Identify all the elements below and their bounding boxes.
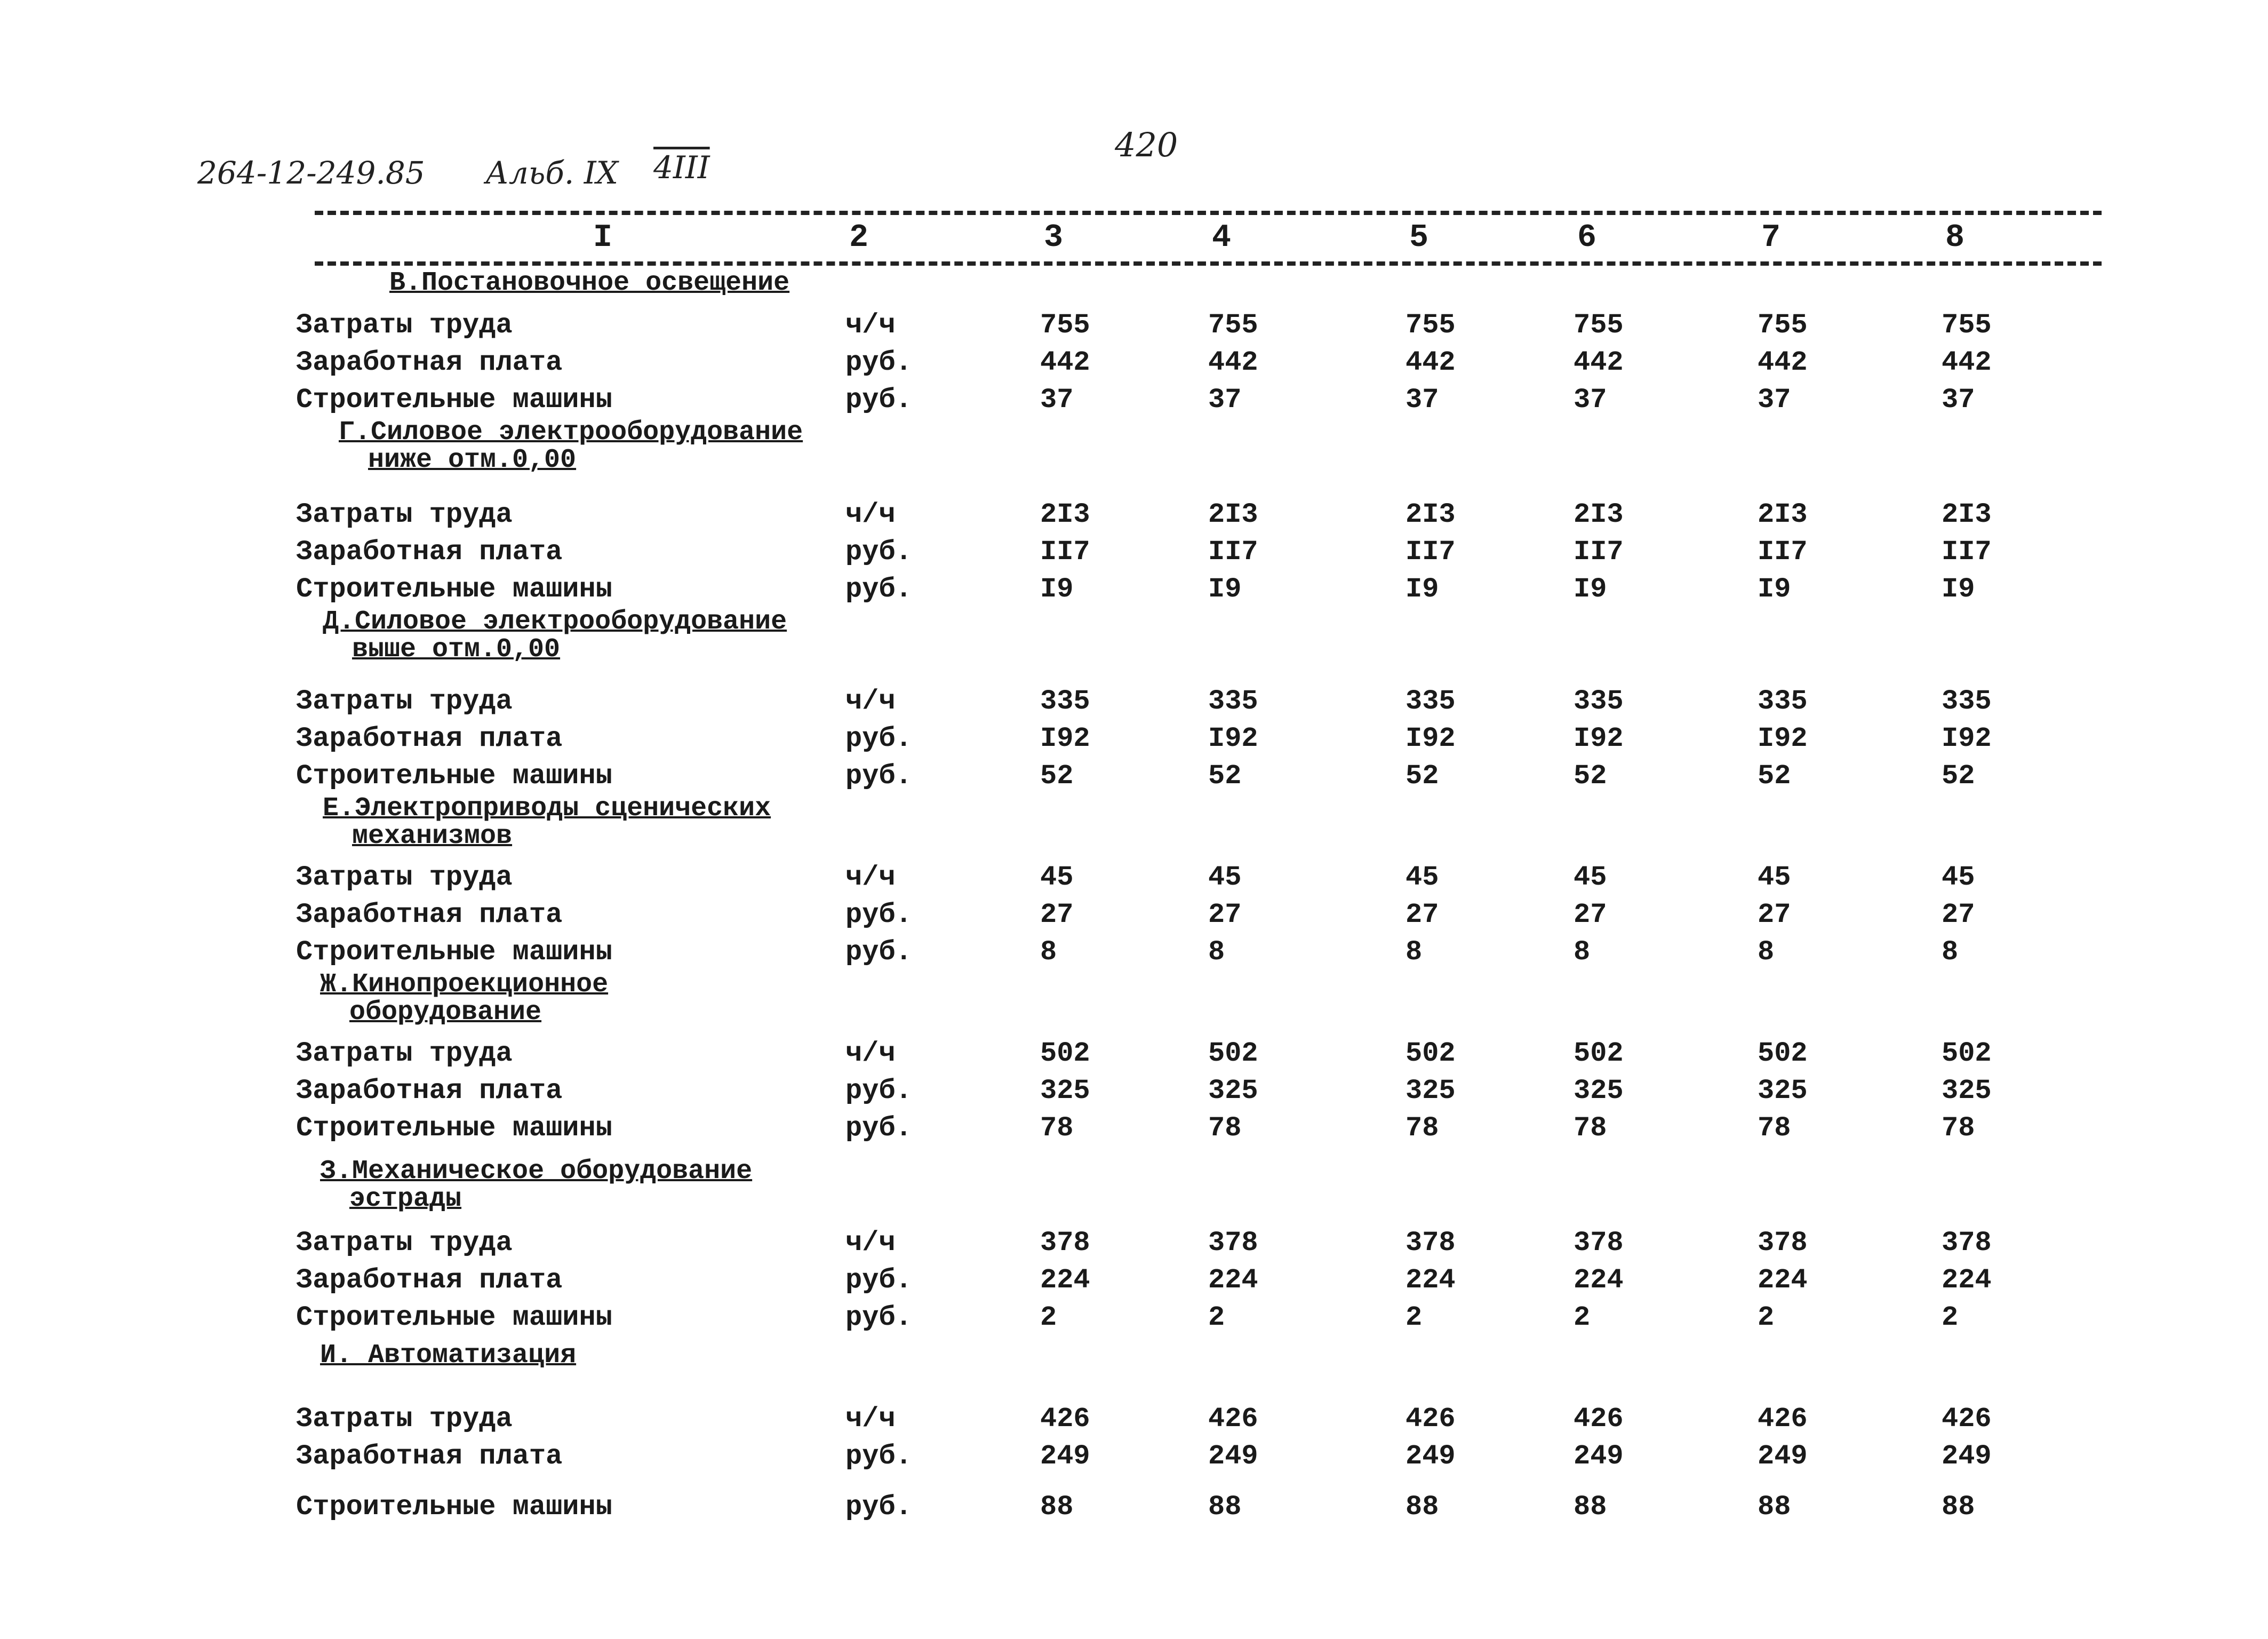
value-cell-col-4: 2I3 (1208, 499, 1258, 530)
column-header-8: 8 (1945, 220, 1964, 256)
value-cell-col-8: 755 (1942, 309, 1992, 341)
table-row (0, 1441, 2268, 1475)
value-cell-col-8: I9 (1942, 574, 1975, 605)
row-label: Строительные машины (296, 384, 612, 416)
column-header-6: 6 (1577, 220, 1596, 256)
column-header-5: 5 (1409, 220, 1428, 256)
document-code: 264-12-249.85 (197, 155, 425, 191)
value-cell-col-5: 52 (1405, 760, 1439, 792)
value-cell-col-3: I9 (1040, 574, 1074, 605)
value-cell-col-4: 502 (1208, 1038, 1258, 1069)
value-cell-col-6: I9 (1574, 574, 1607, 605)
table-row (0, 536, 2268, 570)
column-header-4: 4 (1211, 220, 1231, 256)
value-cell-col-5: 27 (1405, 899, 1439, 930)
value-cell-col-6: I92 (1574, 723, 1624, 754)
value-cell-col-3: 378 (1040, 1227, 1090, 1259)
value-cell-col-8: 78 (1942, 1112, 1975, 1144)
row-unit: руб. (845, 347, 912, 378)
value-cell-col-6: 224 (1574, 1264, 1624, 1296)
value-cell-col-8: I92 (1942, 723, 1992, 754)
value-cell-col-4: 2 (1208, 1302, 1225, 1333)
value-cell-col-3: 2 (1040, 1302, 1057, 1333)
value-cell-col-7: 426 (1758, 1403, 1808, 1435)
value-cell-col-4: 78 (1208, 1112, 1242, 1144)
value-cell-col-8: 52 (1942, 760, 1975, 792)
value-cell-col-7: 2 (1758, 1302, 1775, 1333)
table-row (0, 574, 2268, 608)
value-cell-col-5: 502 (1405, 1038, 1456, 1069)
value-cell-col-3: 52 (1040, 760, 1074, 792)
value-cell-col-6: 378 (1574, 1227, 1624, 1259)
column-header-7: 7 (1761, 220, 1780, 256)
row-label: Заработная плата (296, 1075, 563, 1107)
section-title-line: выше отм.0,00 (352, 634, 561, 665)
section-title-line: Ж.Кинопроекционное (320, 969, 609, 1000)
value-cell-col-7: 325 (1758, 1075, 1808, 1107)
table-row (0, 760, 2268, 794)
row-unit: руб. (845, 1112, 912, 1144)
value-cell-col-6: 78 (1574, 1112, 1607, 1144)
value-cell-col-7: 335 (1758, 686, 1808, 717)
section-title (339, 419, 803, 474)
row-label: Затраты труда (296, 1227, 513, 1259)
row-label: Затраты труда (296, 499, 513, 530)
table-row (0, 1491, 2268, 1525)
value-cell-col-3: 335 (1040, 686, 1090, 717)
value-cell-col-5: 2I3 (1405, 499, 1456, 530)
row-unit: руб. (845, 1491, 912, 1523)
row-label: Строительные машины (296, 1302, 612, 1333)
section-title-line: З.Механическое оборудование (320, 1156, 753, 1187)
value-cell-col-8: 27 (1942, 899, 1975, 930)
section-title (389, 269, 789, 297)
value-cell-col-6: 755 (1574, 309, 1624, 341)
row-label: Заработная плата (296, 1264, 563, 1296)
row-label: Строительные машины (296, 1112, 612, 1144)
value-cell-col-8: 442 (1942, 347, 1992, 378)
value-cell-col-6: 45 (1574, 862, 1607, 893)
section-title (320, 1158, 752, 1213)
section-title (323, 795, 771, 850)
row-unit: руб. (845, 384, 912, 416)
value-cell-col-8: 8 (1942, 936, 1959, 968)
value-cell-col-6: 8 (1574, 936, 1591, 968)
row-label: Затраты труда (296, 862, 513, 893)
value-cell-col-7: 27 (1758, 899, 1791, 930)
value-cell-col-4: 426 (1208, 1403, 1258, 1435)
value-cell-col-4: 335 (1208, 686, 1258, 717)
value-cell-col-7: 224 (1758, 1264, 1808, 1296)
value-cell-col-3: I92 (1040, 723, 1090, 754)
table-row (0, 862, 2268, 896)
value-cell-col-8: 325 (1942, 1075, 1992, 1107)
value-cell-col-4: 755 (1208, 309, 1258, 341)
value-cell-col-8: 249 (1942, 1441, 1992, 1472)
value-cell-col-3: 442 (1040, 347, 1090, 378)
section-title-line: И. Автоматизация (320, 1340, 577, 1371)
row-unit: ч/ч (845, 1227, 896, 1259)
value-cell-col-4: 325 (1208, 1075, 1258, 1107)
row-label: Заработная плата (296, 723, 563, 754)
value-cell-col-5: 378 (1405, 1227, 1456, 1259)
table-top-rule (315, 211, 2102, 215)
section-title (323, 608, 787, 664)
value-cell-col-7: 2I3 (1758, 499, 1808, 530)
table-row (0, 1403, 2268, 1437)
table-header-rule (315, 261, 2102, 266)
value-cell-col-6: 442 (1574, 347, 1624, 378)
table-row (0, 936, 2268, 970)
value-cell-col-3: 249 (1040, 1441, 1090, 1472)
table-row (0, 384, 2268, 418)
column-header-3: 3 (1043, 220, 1063, 256)
value-cell-col-7: 45 (1758, 862, 1791, 893)
value-cell-col-4: I9 (1208, 574, 1242, 605)
value-cell-col-6: 2 (1574, 1302, 1591, 1333)
row-label: Строительные машины (296, 760, 612, 792)
value-cell-col-6: 335 (1574, 686, 1624, 717)
value-cell-col-5: 335 (1405, 686, 1456, 717)
value-cell-col-4: 378 (1208, 1227, 1258, 1259)
section-title-line: Г.Силовое электрооборудование (339, 417, 803, 448)
value-cell-col-4: 8 (1208, 936, 1225, 968)
value-cell-col-3: 78 (1040, 1112, 1074, 1144)
row-unit: руб. (845, 574, 912, 605)
row-unit: руб. (845, 1075, 912, 1107)
value-cell-col-7: 88 (1758, 1491, 1791, 1523)
value-cell-col-4: 442 (1208, 347, 1258, 378)
value-cell-col-7: 78 (1758, 1112, 1791, 1144)
value-cell-col-8: 426 (1942, 1403, 1992, 1435)
value-cell-col-5: 442 (1405, 347, 1456, 378)
album-reference: Альб. IX (485, 155, 618, 191)
section-title-line: Е.Электроприводы сценических (323, 793, 771, 824)
row-label: Затраты труда (296, 309, 513, 341)
row-label: Заработная плата (296, 899, 563, 930)
row-unit: руб. (845, 899, 912, 930)
row-label: Строительные машины (296, 1491, 612, 1523)
table-row (0, 309, 2268, 344)
row-label: Заработная плата (296, 1441, 563, 1472)
row-label: Строительные машины (296, 936, 612, 968)
section-title-line: Д.Силовое электрооборудование (323, 607, 787, 637)
value-cell-col-5: 8 (1405, 936, 1423, 968)
value-cell-col-6: 426 (1574, 1403, 1624, 1435)
value-cell-col-4: 52 (1208, 760, 1242, 792)
value-cell-col-8: 2I3 (1942, 499, 1992, 530)
value-cell-col-6: 37 (1574, 384, 1607, 416)
row-label: Затраты труда (296, 686, 513, 717)
row-unit: ч/ч (845, 309, 896, 341)
value-cell-col-7: 37 (1758, 384, 1791, 416)
value-cell-col-3: 45 (1040, 862, 1074, 893)
value-cell-col-7: 442 (1758, 347, 1808, 378)
value-cell-col-4: 224 (1208, 1264, 1258, 1296)
value-cell-col-7: 378 (1758, 1227, 1808, 1259)
value-cell-col-5: II7 (1405, 536, 1456, 568)
value-cell-col-7: I9 (1758, 574, 1791, 605)
value-cell-col-7: 502 (1758, 1038, 1808, 1069)
table-row (0, 1112, 2268, 1147)
value-cell-col-3: 27 (1040, 899, 1074, 930)
value-cell-col-5: 88 (1405, 1491, 1439, 1523)
row-unit: руб. (845, 536, 912, 568)
row-label: Затраты труда (296, 1038, 513, 1069)
row-unit: руб. (845, 760, 912, 792)
value-cell-col-3: 426 (1040, 1403, 1090, 1435)
value-cell-col-7: I92 (1758, 723, 1808, 754)
value-cell-col-8: 335 (1942, 686, 1992, 717)
row-label: Строительные машины (296, 574, 612, 605)
value-cell-col-4: I92 (1208, 723, 1258, 754)
value-cell-col-7: 755 (1758, 309, 1808, 341)
value-cell-col-8: II7 (1942, 536, 1992, 568)
row-unit: руб. (845, 936, 912, 968)
value-cell-col-3: 37 (1040, 384, 1074, 416)
section-title (320, 1342, 576, 1370)
value-cell-col-3: 755 (1040, 309, 1090, 341)
value-cell-col-7: 8 (1758, 936, 1775, 968)
value-cell-col-3: 224 (1040, 1264, 1090, 1296)
row-label: Заработная плата (296, 536, 563, 568)
row-unit: руб. (845, 1302, 912, 1333)
table-row (0, 899, 2268, 933)
row-unit: руб. (845, 723, 912, 754)
value-cell-col-5: 755 (1405, 309, 1456, 341)
value-cell-col-6: 249 (1574, 1441, 1624, 1472)
value-cell-col-6: II7 (1574, 536, 1624, 568)
value-cell-col-5: 325 (1405, 1075, 1456, 1107)
value-cell-col-4: II7 (1208, 536, 1258, 568)
table-row (0, 1075, 2268, 1109)
value-cell-col-4: 37 (1208, 384, 1242, 416)
value-cell-col-8: 378 (1942, 1227, 1992, 1259)
value-cell-col-8: 88 (1942, 1491, 1975, 1523)
row-unit: ч/ч (845, 686, 896, 717)
value-cell-col-5: 78 (1405, 1112, 1439, 1144)
row-unit: ч/ч (845, 1403, 896, 1435)
value-cell-col-8: 37 (1942, 384, 1975, 416)
table-row (0, 686, 2268, 720)
column-header-2: 2 (849, 220, 868, 256)
table-row (0, 1264, 2268, 1299)
table-row (0, 1038, 2268, 1072)
value-cell-col-5: I9 (1405, 574, 1439, 605)
value-cell-col-5: 2 (1405, 1302, 1423, 1333)
sheet-reference: 4III (653, 149, 710, 186)
column-header-1: I (593, 220, 612, 256)
section-title-line: оборудование (349, 997, 542, 1028)
value-cell-col-6: 52 (1574, 760, 1607, 792)
value-cell-col-8: 224 (1942, 1264, 1992, 1296)
row-unit: ч/ч (845, 499, 896, 530)
value-cell-col-5: 426 (1405, 1403, 1456, 1435)
section-title-line: ниже отм.0,00 (368, 445, 577, 475)
value-cell-col-3: 502 (1040, 1038, 1090, 1069)
value-cell-col-4: 27 (1208, 899, 1242, 930)
page-number: 420 (1115, 125, 1178, 164)
value-cell-col-4: 45 (1208, 862, 1242, 893)
value-cell-col-3: 8 (1040, 936, 1057, 968)
value-cell-col-5: 45 (1405, 862, 1439, 893)
row-label: Заработная плата (296, 347, 563, 378)
value-cell-col-3: 2I3 (1040, 499, 1090, 530)
value-cell-col-6: 2I3 (1574, 499, 1624, 530)
value-cell-col-8: 45 (1942, 862, 1975, 893)
value-cell-col-7: 52 (1758, 760, 1791, 792)
row-unit: руб. (845, 1264, 912, 1296)
value-cell-col-7: II7 (1758, 536, 1808, 568)
value-cell-col-5: 224 (1405, 1264, 1456, 1296)
value-cell-col-6: 325 (1574, 1075, 1624, 1107)
row-unit: руб. (845, 1441, 912, 1472)
value-cell-col-8: 2 (1942, 1302, 1959, 1333)
table-row (0, 723, 2268, 757)
value-cell-col-7: 249 (1758, 1441, 1808, 1472)
value-cell-col-4: 249 (1208, 1441, 1258, 1472)
value-cell-col-5: I92 (1405, 723, 1456, 754)
section-title (320, 971, 608, 1027)
value-cell-col-5: 249 (1405, 1441, 1456, 1472)
value-cell-col-3: II7 (1040, 536, 1090, 568)
value-cell-col-4: 88 (1208, 1491, 1242, 1523)
row-label: Затраты труда (296, 1403, 513, 1435)
table-row (0, 1227, 2268, 1261)
value-cell-col-6: 88 (1574, 1491, 1607, 1523)
table-row (0, 1302, 2268, 1336)
section-title-line: эстрады (349, 1184, 462, 1214)
value-cell-col-5: 37 (1405, 384, 1439, 416)
section-title-line: В.Постановочное освещение (389, 268, 790, 298)
row-unit: ч/ч (845, 1038, 896, 1069)
value-cell-col-3: 88 (1040, 1491, 1074, 1523)
value-cell-col-3: 325 (1040, 1075, 1090, 1107)
row-unit: ч/ч (845, 862, 896, 893)
value-cell-col-6: 27 (1574, 899, 1607, 930)
value-cell-col-8: 502 (1942, 1038, 1992, 1069)
section-title-line: механизмов (352, 821, 513, 852)
value-cell-col-6: 502 (1574, 1038, 1624, 1069)
table-row (0, 499, 2268, 533)
table-row (0, 347, 2268, 381)
